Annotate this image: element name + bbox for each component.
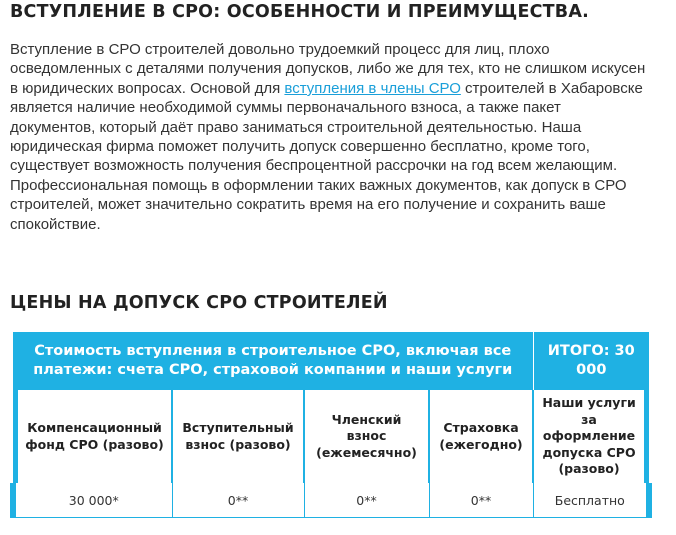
column-header-entrance-fee: Вступительный взнос (разово) [173,390,303,483]
value-our-services: Бесплатно [533,483,649,518]
header-total-text: ИТОГО: 30 000 [547,343,635,378]
price-table-header-row [13,332,649,390]
column-header-cell [533,390,649,483]
intro-text-before-link: Вступление в СРО строителей довольно трудоемкий процесс для лиц, плохо осведомленных с деталями получения допусков, либо же для тех, кто не слишком искусен в юридических вопросах. Основой для [10,41,646,97]
section-heading-prices: ЦЕНЫ НА ДОПУСК СРО СТРОИТЕЛЕЙ [10,293,388,313]
value-compensation-fund: 30 000* [13,483,172,518]
column-header-compensation-fund: Компенсационный фонд СРО (разово) [18,390,171,483]
section-heading-benefits: ВСТУПЛЕНИЕ В СРО: ОСОБЕННОСТИ И ПРЕИМУЩЕСТВА. [10,2,589,22]
column-header-cell [172,390,304,483]
sro-membership-link[interactable]: вступления в члены СРО [284,79,461,97]
column-header-our-services: Наши услуги за оформление допуска СРО (разово) [534,390,644,483]
value-insurance: 0** [429,483,533,518]
column-header-membership-fee: Членский взнос (ежемесячно) [305,390,428,483]
header-cost-description-text: Стоимость вступления в строительное СРО, включая все платежи: счета СРО, страховой компании и наши услуги [33,343,513,378]
price-table-columns-row [13,390,649,483]
value-membership-fee: 0** [304,483,429,518]
column-header-cell [429,390,533,483]
header-cost-description [13,332,533,390]
value-entrance-fee: 0** [172,483,304,518]
price-table [10,332,652,518]
column-header-cell [13,390,172,483]
column-header-insurance: Страховка (ежегодно) [430,390,532,483]
column-header-cell [304,390,429,483]
intro-text-after-link: строителей в Хабаровске является наличие необходимой суммы первоначального взноса, а также пакет документов, который даёт право заниматься строительной деятельностью. Наша юридическая фирма поможет получить допуск совершенно бесплатно, кроме того, существует возможность получения беспроцентной рассрочки на год всем желающим. Профессиональная помощь в оформлении таких важных документов, как допуск в СРО строителей, может значительно сократить время на его получение и сохранить ваше спокойствие. [10,79,643,233]
price-table-values-row [13,483,649,518]
intro-paragraph [10,40,650,234]
header-total [533,332,649,390]
